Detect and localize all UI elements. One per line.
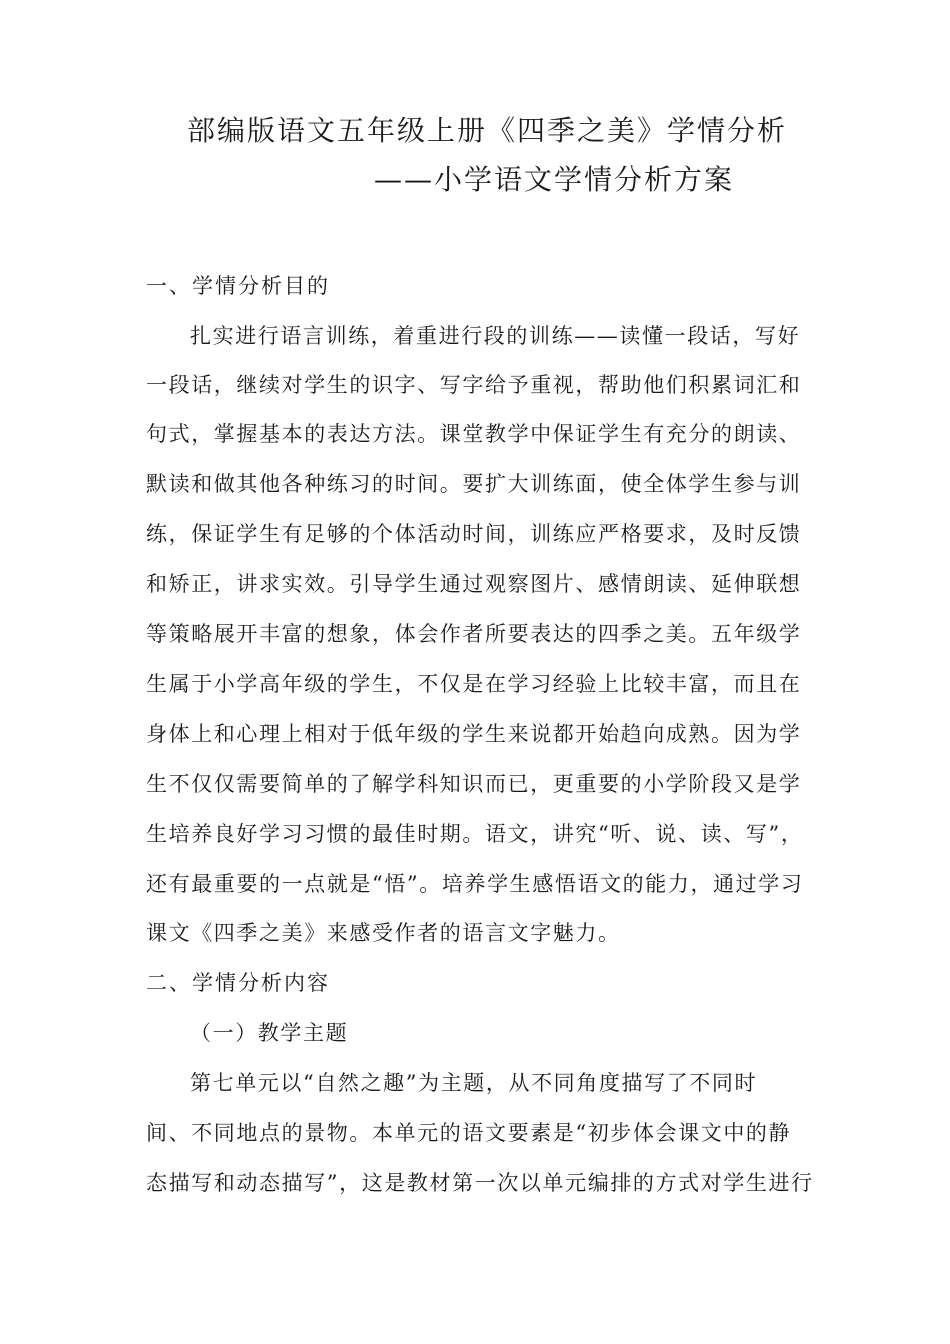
paragraph-line: 句式，掌握基本的表达方法。课堂教学中保证学生有充分的朗读、: [146, 422, 802, 446]
subsection-heading-theme: （一）教学主题: [190, 1021, 349, 1045]
paragraph-line: 和矫正，讲求实效。引导学生通过观察图片、感情朗读、延伸联想: [146, 572, 802, 596]
paragraph-line: 第七单元以“自然之趣”为主题，从不同角度描写了不同时: [190, 1071, 758, 1095]
paragraph-line: 扎实进行语言训练，着重进行段的训练——读懂一段话，写好: [190, 324, 801, 348]
paragraph-line: 间、不同地点的景物。本单元的语文要素是“初步体会课文中的静: [146, 1121, 792, 1145]
paragraph-line: 一段话，继续对学生的识字、写字给予重视，帮助他们积累词汇和: [146, 373, 802, 397]
document-title: 部编版语文五年级上册《四季之美》学情分析: [187, 114, 788, 147]
paragraph-line: 生培养良好学习习惯的最佳时期。语文，讲究“听、说、读、写”，: [146, 822, 804, 846]
paragraph-line: 生不仅仅需要简单的了解学科知识而已，更重要的小学阶段又是学: [146, 772, 802, 796]
paragraph-line: 身体上和心理上相对于低年级的学生来说都开始趋向成熟。因为学: [146, 722, 802, 746]
paragraph-line: 默读和做其他各种练习的时间。要扩大训练面，使全体学生参与训: [146, 472, 802, 496]
section-heading-purpose: 一、学情分析目的: [146, 274, 330, 298]
paragraph-line: 练，保证学生有足够的个体活动时间，训练应严格要求，及时反馈: [146, 522, 802, 546]
paragraph-line: 课文《四季之美》来感受作者的语言文字魅力。: [146, 921, 621, 945]
document-subtitle: ——小学语文学情分析方案: [374, 163, 735, 196]
section-heading-content: 二、学情分析内容: [146, 971, 330, 995]
paragraph-line: 等策略展开丰富的想象，体会作者所要表达的四季之美。五年级学: [146, 622, 802, 646]
paragraph-line: 生属于小学高年级的学生，不仅是在学习经验上比较丰富，而且在: [146, 672, 802, 696]
paragraph-line: 还有最重要的一点就是“悟”。培养学生感悟语文的能力，通过学习: [146, 872, 804, 896]
paragraph-line: 态描写和动态描写”，这是教材第一次以单元编排的方式对学生进行: [146, 1171, 814, 1195]
